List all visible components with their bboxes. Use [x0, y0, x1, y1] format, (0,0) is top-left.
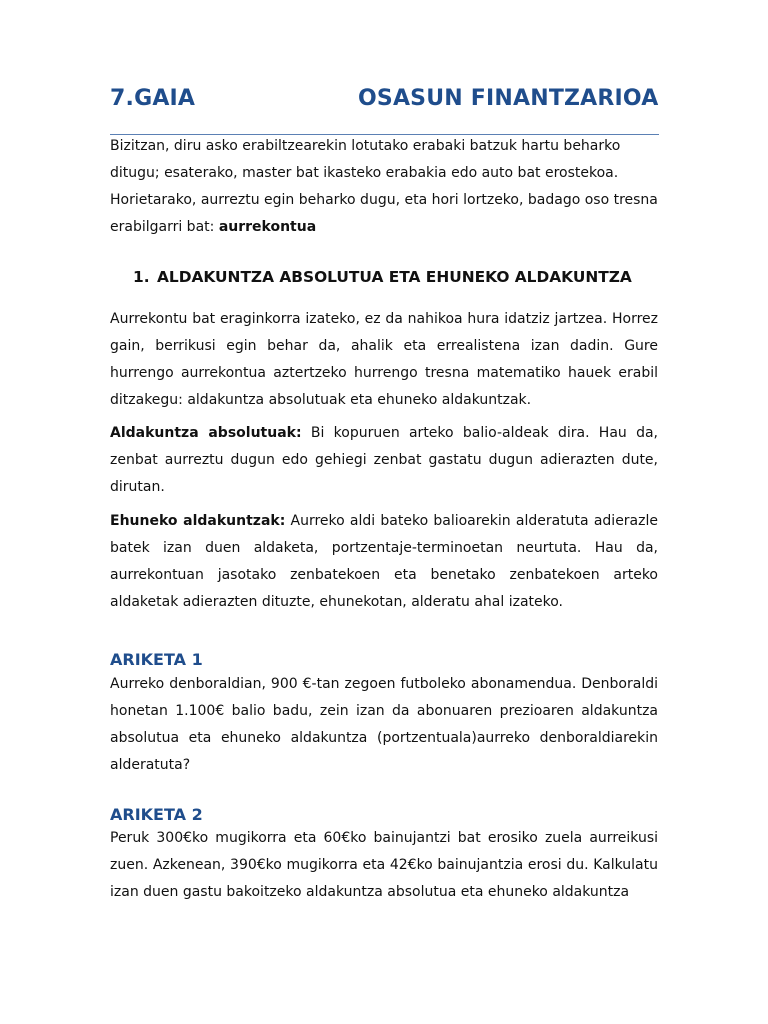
- section-title: ALDAKUNTZA ABSOLUTUA ETA EHUNEKO ALDAKUNTZA: [157, 268, 632, 286]
- chapter-number: 7.GAIA: [110, 86, 196, 111]
- chapter-title: OSASUN FINANTZARIOA: [358, 86, 659, 111]
- exercise-2-text: Peruk 300€ko mugikorra eta 60€ko bainujantzi bat erosiko zuela aurreikusi zuen. Azkenean, 390€ko mugikorra eta 42€ko bainujantzia erosi du. Kalkulatu izan duen gastu bakoitzeko aldakuntza absolutua eta ehuneko aldakuntza: [110, 830, 658, 900]
- exercise-1-title: ARIKETA 1: [110, 650, 203, 669]
- intro-paragraph: [110, 133, 658, 241]
- percent-term: Ehuneko aldakuntzak:: [110, 513, 286, 529]
- exercise-2-title: ARIKETA 2: [110, 805, 203, 824]
- intro-bold-term: aurrekontua: [218, 219, 317, 235]
- percent-definition: [110, 508, 658, 616]
- exercise-1-text: Aurreko denboraldian, 900 €-tan zegoen futboleko abonamendua. Denboraldi honetan 1.100€ balio badu, zein izan da abonuaren prezioaren aldakuntza absolutua eta ehuneko aldakuntza (portzentuala)aurreko denboraldiarekin alderatuta?: [110, 676, 658, 773]
- intro-text: Bizitzan, diru asko erabiltzearekin lotutako erabaki batzuk hartu beharko ditugu; esaterako, master bat ikasteko erabakia edo auto bat erostekoa. Horietarako, aurreztu egin beharko dugu, eta hori lortzeko, badago oso tresna erabilgarri bat:: [110, 138, 658, 235]
- absolute-term: Aldakuntza absolutuak:: [110, 425, 302, 441]
- page-title: [110, 86, 670, 122]
- section-number: 1.: [133, 268, 150, 286]
- absolute-definition: [110, 420, 658, 501]
- section-paragraph: Aurrekontu bat eraginkorra izateko, ez da nahikoa hura idatziz jartzea. Horrez gain, berrikusi egin behar da, ahalik eta errealistena izan dadin. Gure hurrengo aurrekontua aztertzeko hurrengo tresna matematiko hauek erabil ditzakegu: aldakuntza absolutuak eta ehuneko aldakuntzak.: [110, 311, 658, 408]
- absolute-text: Bi kopuruen arteko balio-aldeak dira. Hau da, zenbat aurreztu dugun edo gehiegi zenbat gastatu dugun adierazten dute, dirutan.: [110, 425, 658, 495]
- section-heading: [133, 268, 632, 286]
- percent-text: Aurreko aldi bateko balioarekin alderatuta adierazle batek izan duen aldaketa, portzentaje-terminoetan neurtuta. Hau da, aurrekontuan jasotako zenbatekoen eta benetako zenbatekoen arteko aldaketak adierazten dituzte, ehunekotan, alderatu ahal izateko.: [110, 513, 658, 610]
